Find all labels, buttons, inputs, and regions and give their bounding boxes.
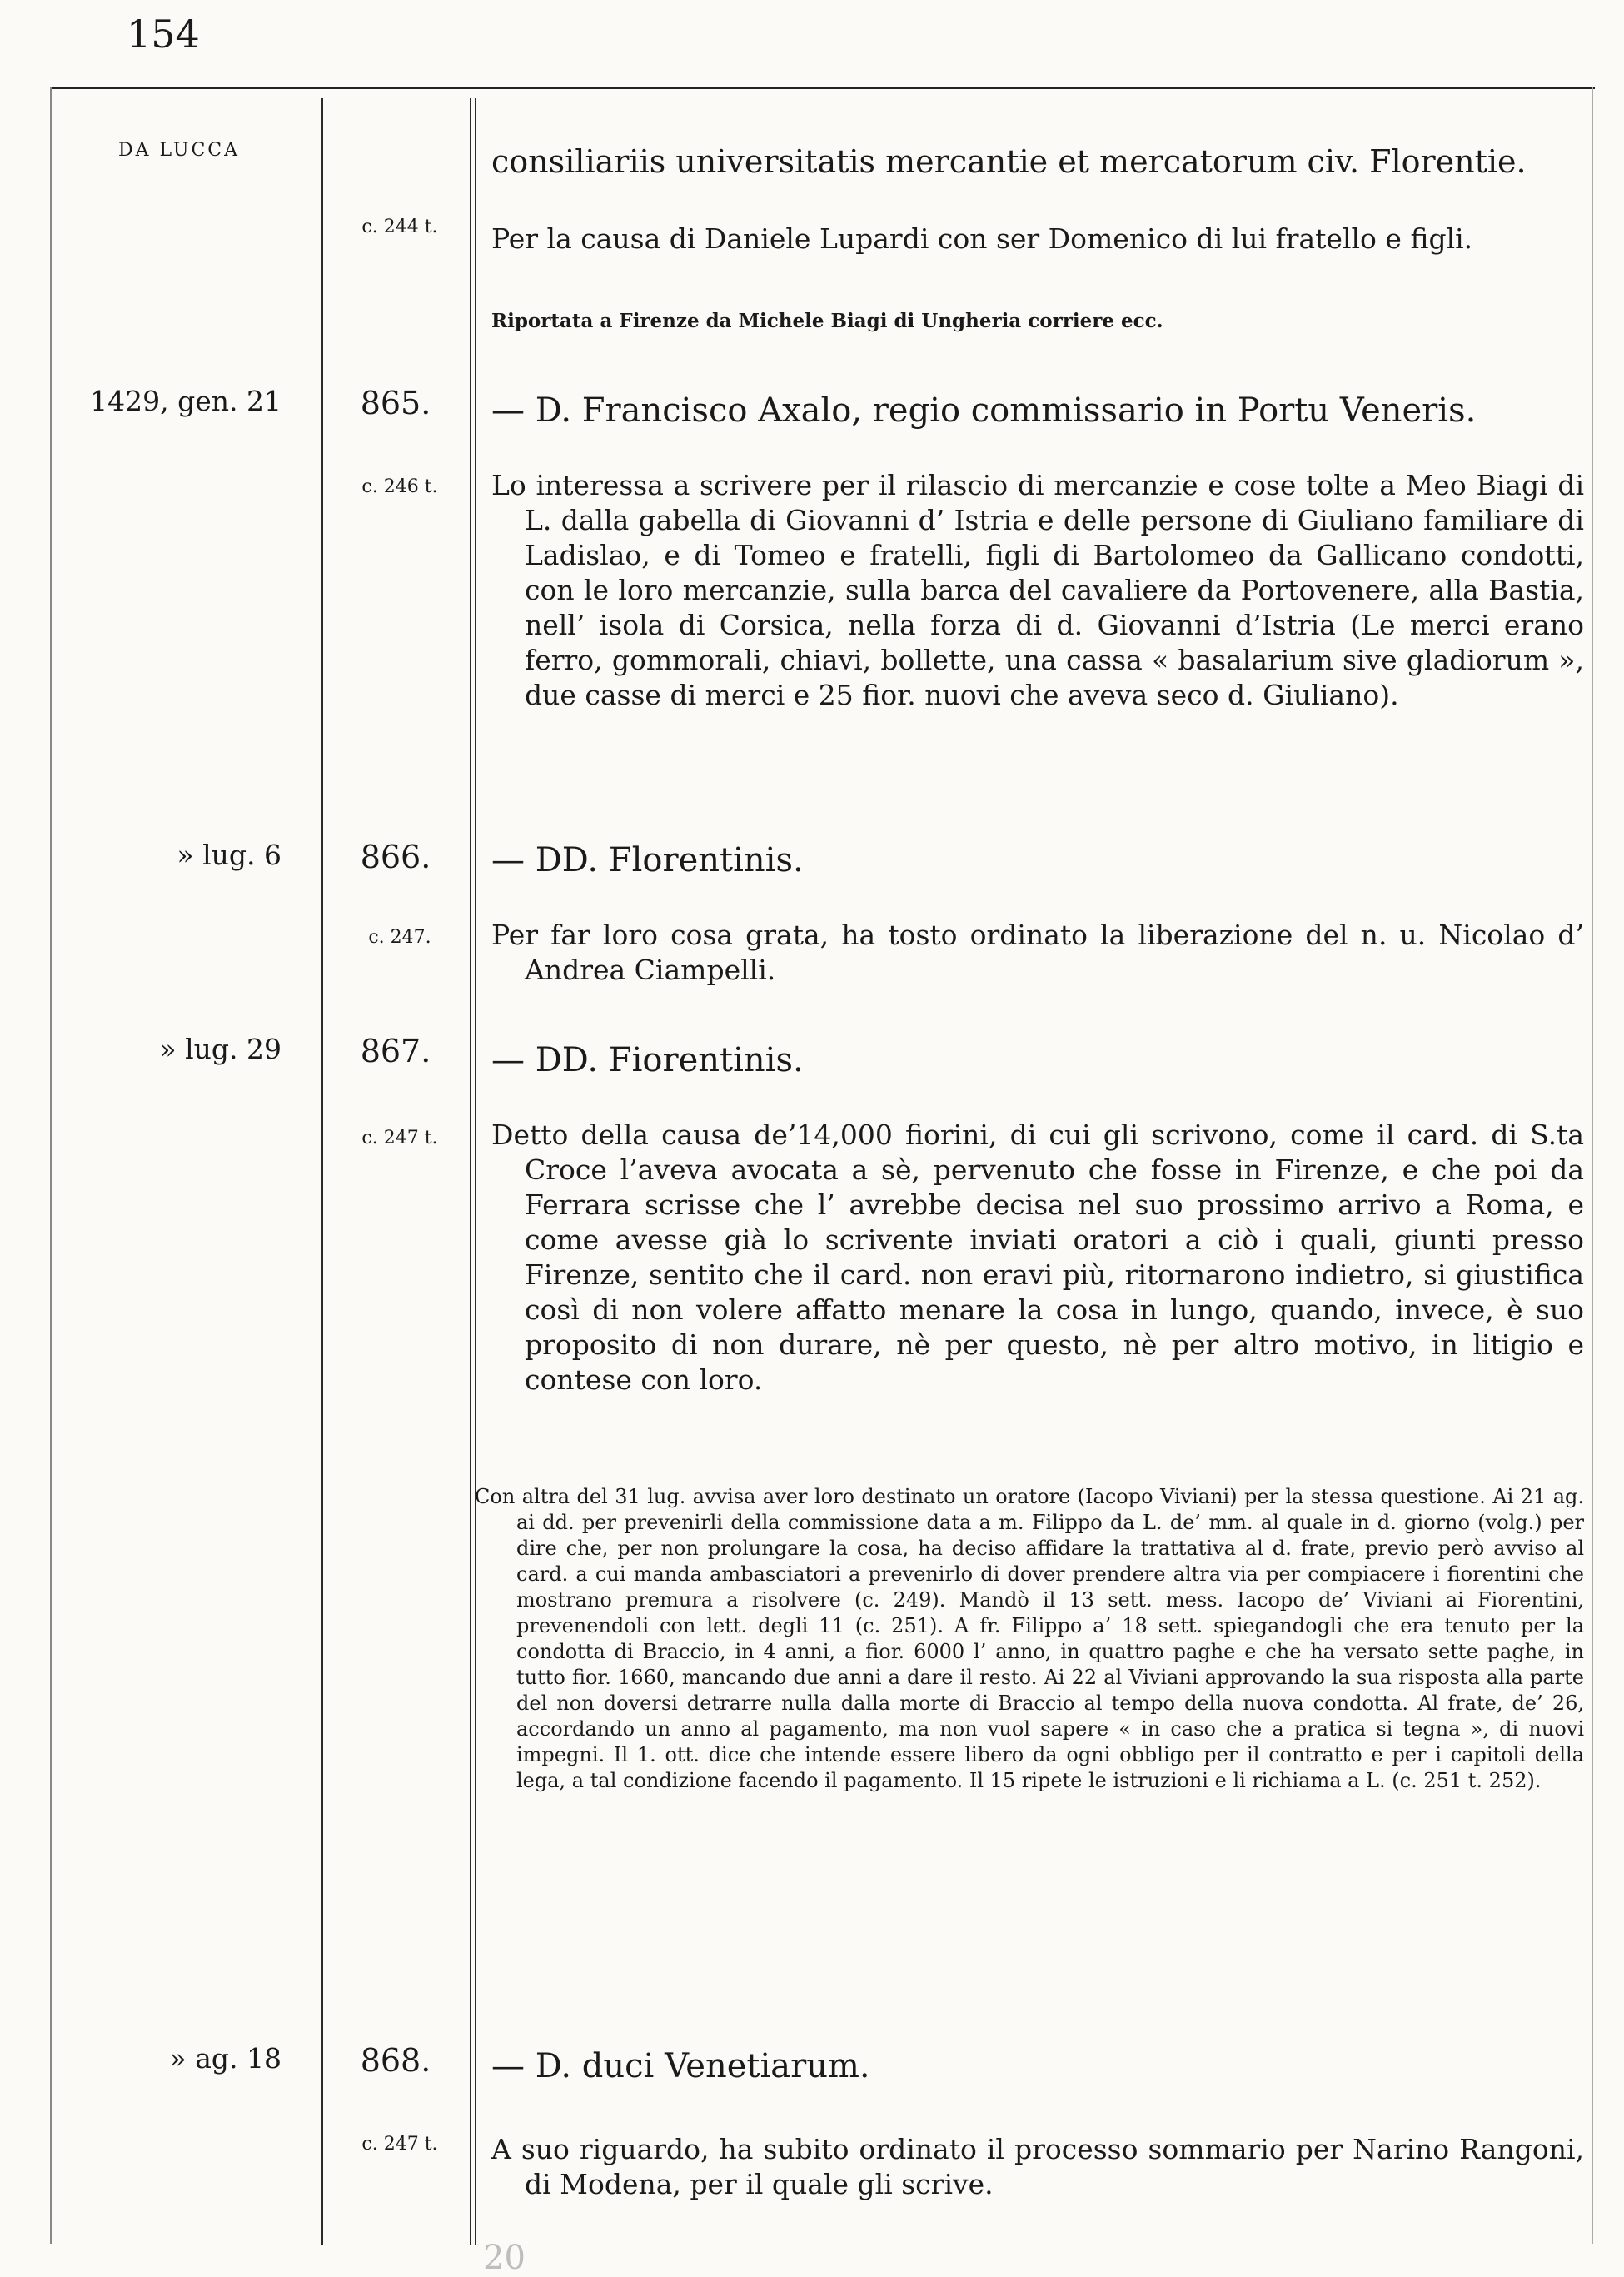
entry-addressee: — DD. Fiorentinis. bbox=[491, 1041, 804, 1079]
number-column-divider-inner bbox=[475, 98, 476, 2245]
entry-number: 865. bbox=[360, 385, 431, 421]
intro-heading-tail: consiliariis universitatis mercantie et mercatorum civ. Florentie. bbox=[491, 143, 1527, 180]
entry-date: » lug. 6 bbox=[177, 839, 281, 871]
entry-number: 866. bbox=[360, 839, 431, 875]
entry-date: » lug. 29 bbox=[159, 1033, 281, 1065]
number-column-divider bbox=[470, 98, 471, 2245]
entry-folio-ref: c. 247 t. bbox=[361, 2134, 438, 2155]
entry-addressee: — DD. Florentinis. bbox=[491, 841, 804, 879]
intro-note: Riportata a Firenze da Michele Biagi di Ungheria corriere ecc. bbox=[491, 310, 1163, 332]
bleed-through-mark: 20 bbox=[483, 2239, 526, 2277]
entry-date: » ag. 18 bbox=[169, 2042, 281, 2075]
entry-folio-ref: c. 247 t. bbox=[361, 1128, 438, 1148]
entry-number: 867. bbox=[360, 1033, 431, 1069]
page-number: 154 bbox=[127, 12, 200, 57]
top-rule bbox=[50, 87, 1595, 89]
entry-folio-ref: c. 246 t. bbox=[361, 476, 438, 497]
entry-number: 868. bbox=[360, 2042, 431, 2079]
entry-addressee: — D. Francisco Axalo, regio commissario in Portu Veneris. bbox=[491, 391, 1477, 430]
left-border bbox=[50, 87, 52, 2244]
entry-folio-ref: c. 247. bbox=[368, 927, 431, 948]
entry-text: Per far loro cosa grata, ha tosto ordinato la liberazione del n. u. Nicolao d’ Andrea Ciampelli. bbox=[491, 919, 1584, 986]
intro-folio-ref: c. 244 t. bbox=[361, 217, 438, 237]
right-border bbox=[1592, 87, 1593, 2244]
entry-text: A suo riguardo, ha subito ordinato il processo sommario per Narino Rangoni, di Modena, per il quale gli scrive. bbox=[491, 2133, 1584, 2200]
entry-text: Lo interessa a scrivere per il rilascio di mercanzie e cose tolte a Meo Biagi di L. dalla gabella di Giovanni d’ Istria e delle persone di Giuliano familiare di Ladislao, e di Tomeo e fratelli, figli di Bartolomeo da Gallicano condotti, con le loro mercanzie, sulla barca del cavaliere da Portovenere, alla Bastia, nell’ isola di Corsica, nella forza di d. Giovanni d’Istria (Le merci erano ferro, gommorali, chiavi, bollette, una cassa « basalarium sive gladiorum », due casse di merci e 25 fior. nuovi che aveva seco d. Giuliano). bbox=[491, 469, 1584, 711]
entry-date: 1429, gen. 21 bbox=[90, 385, 281, 417]
entry-addressee: — D. duci Venetiarum. bbox=[491, 2047, 870, 2085]
entry-text: Detto della causa de’14,000 fiorini, di cui gli scrivono, come il card. di S.ta Croce l’aveva avocata a sè, pervenuto che fosse in Firenze, e che poi da Ferrara scrisse che l’ avrebbe decisa nel suo prossimo arrivo a Roma, e come avesse già lo scrivente inviati oratori a ciò i quali, giunti presso Firenze, sentito che il card. non eravi più, ritornarono indietro, si giustifica così di non volere affatto menare la cosa in lungo, quando, invece, è suo proposito di non durare, nè per questo, nè per altro motivo, in litigio e contese con loro. bbox=[491, 1119, 1584, 1396]
entry-footnote: Con altra del 31 lug. avvisa aver loro destinato un oratore (Iacopo Viviani) per la stessa questione. Ai 21 ag. ai dd. per prevenirli della commissione data a m. Filippo da L. de’ mm. al quale in d. giorno (volg.) per dire che, per non prolungare la cosa, ha deciso affidare la trattativa al d. frate, previo però avviso al card. a cui manda ambasciatori a prevenirlo di dover prendere altra via per compiacere i fiorentini che mostrano premura a risolvere (c. 249). Mandò il 13 sett. mess. Iacopo de’ Viviani ai Fiorentini, prevenendoli con lett. degli 11 (c. 251). A fr. Filippo a’ 18 sett. spiegandogli che era tenuto per la condotta di Braccio, in 4 anni, a fior. 6000 l’ anno, in quattro paghe e che ha versato sette paghe, in tutto fior. 1660, mancando due anni a dare il resto. Ai 22 al Viviani approvando la sua risposta alla parte del non doversi detrarre nulla dalla morte di Braccio al tempo della nuova condotta. Al frate, de’ 26, accordando un anno al pagamento, ma non vuol sapere « in caso che a pratica si tegna », di nuovi impegni. Il 1. ott. dice che intende essere libero da ogni obbligo per il contratto e per i capitoli della lega, a tal condizione facendo il pagamento. Il 15 ripete le istruzioni e li richiama a L. (c. 251 t. 252). bbox=[475, 1485, 1584, 1792]
running-header-left: DA LUCCA bbox=[117, 140, 241, 161]
date-column-divider bbox=[321, 98, 323, 2245]
intro-text: Per la causa di Daniele Lupardi con ser Domenico di lui fratello e figli. bbox=[491, 222, 1473, 255]
